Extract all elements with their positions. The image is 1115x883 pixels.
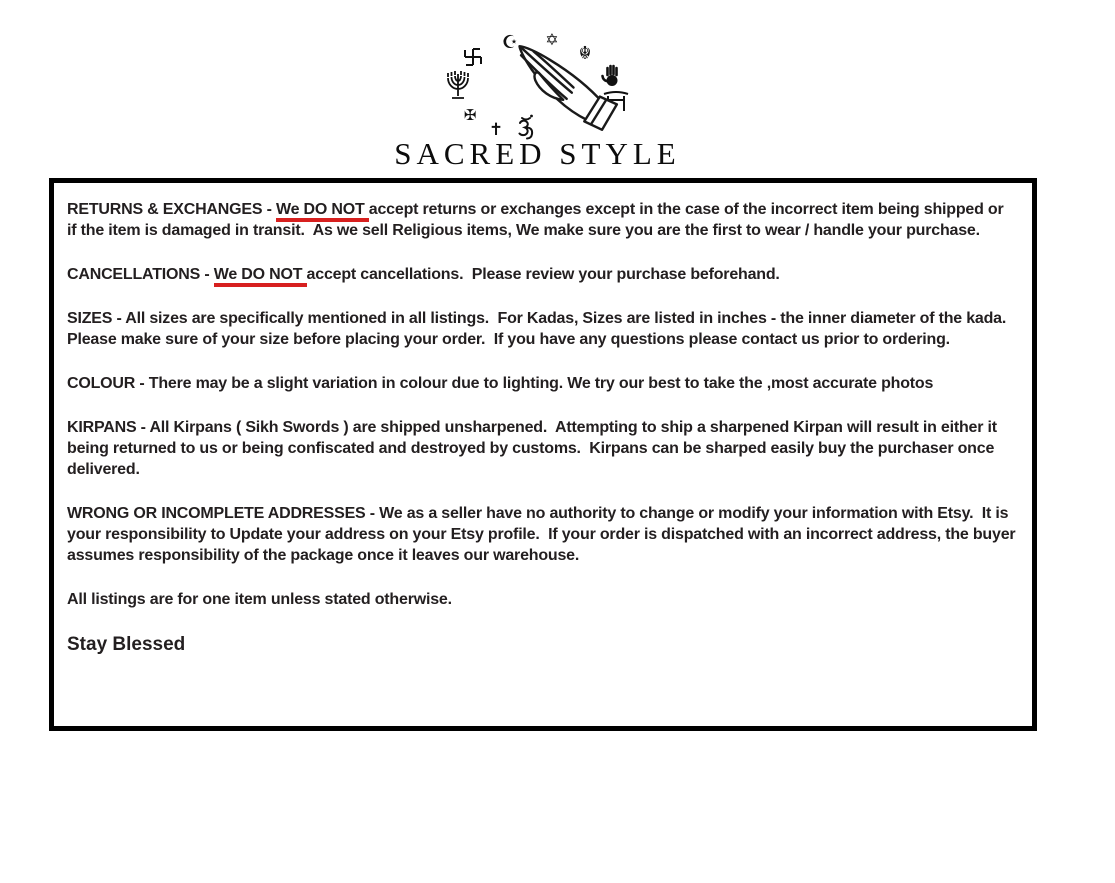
om-icon bbox=[520, 115, 533, 139]
policy-paragraph-returns-exchanges bbox=[67, 199, 1016, 241]
menorah-icon bbox=[448, 71, 468, 98]
paragraph-rest: accept cancellations. Please review your purchase beforehand. bbox=[306, 266, 780, 283]
policy-paragraph-one-item bbox=[67, 589, 1016, 610]
latin-cross-icon: ✝ bbox=[488, 120, 504, 140]
maltese-cross-icon: ✠ bbox=[463, 106, 477, 124]
policy-paragraph-kirpans bbox=[67, 417, 1016, 480]
jain-hand-icon bbox=[603, 66, 618, 86]
paragraph-lead: SIZES - All sizes are specifically mentioned in all listings. For Kadas, Sizes are listed in inches - the inner diameter of the kada. Please make sure of your size before placing your order. If you have any questions please contact us prior to ordering. bbox=[67, 310, 1015, 348]
closing-text: Stay Blessed bbox=[67, 634, 186, 655]
logo bbox=[0, 20, 1075, 172]
paragraph-lead: CANCELLATIONS - bbox=[67, 266, 214, 283]
policy-paragraph-cancellations bbox=[67, 264, 1016, 285]
paragraph-lead: KIRPANS - All Kirpans ( Sikh Swords ) are shipped unsharpened. Attempting to ship a sharpened Kirpan will result in either it being returned to us or being confiscated and destroyed by customs. Kirpans can be sharped easily buy the purchaser once delivered. bbox=[67, 419, 1002, 478]
do-not-highlight: We DO NOT bbox=[276, 201, 369, 222]
paragraph-lead: COLOUR - There may be a slight variation in colour due to lighting. We try our best to take the ,most accurate photos bbox=[67, 375, 934, 392]
paragraph-lead: RETURNS & EXCHANGES - bbox=[67, 201, 276, 218]
policy-box bbox=[49, 178, 1037, 731]
swastika-icon bbox=[465, 49, 481, 65]
khanda-icon: ☬ bbox=[578, 43, 592, 64]
paragraph-rest: accept returns or exchanges except in the case of the incorrect item being shipped or if the item is damaged in transit. As we sell Religious items, We make sure you are the first to wear / handle your purchase. bbox=[67, 201, 1008, 239]
paragraph-lead: All listings are for one item unless stated otherwise. bbox=[67, 591, 452, 608]
policy-paragraph-addresses bbox=[67, 503, 1020, 566]
do-not-highlight: We DO NOT bbox=[214, 266, 307, 287]
brand-text: SACRED STYLE bbox=[394, 136, 681, 171]
policy-paragraph-colour bbox=[67, 373, 1016, 394]
star-and-crescent-icon: ☪ bbox=[501, 32, 519, 53]
star-of-david-icon: ✡ bbox=[545, 30, 559, 49]
logo-image bbox=[425, 20, 650, 142]
paragraph-lead: WRONG OR INCOMPLETE ADDRESSES - We as a seller have no authority to change or modify your information with Etsy. It is your responsibility to Update your address on your Etsy profile. If your order is dispatched with an incorrect address, the buyer assumes responsibility of the package once it leaves our warehouse. bbox=[67, 505, 1020, 564]
policy-paragraph-sizes bbox=[67, 308, 1016, 350]
